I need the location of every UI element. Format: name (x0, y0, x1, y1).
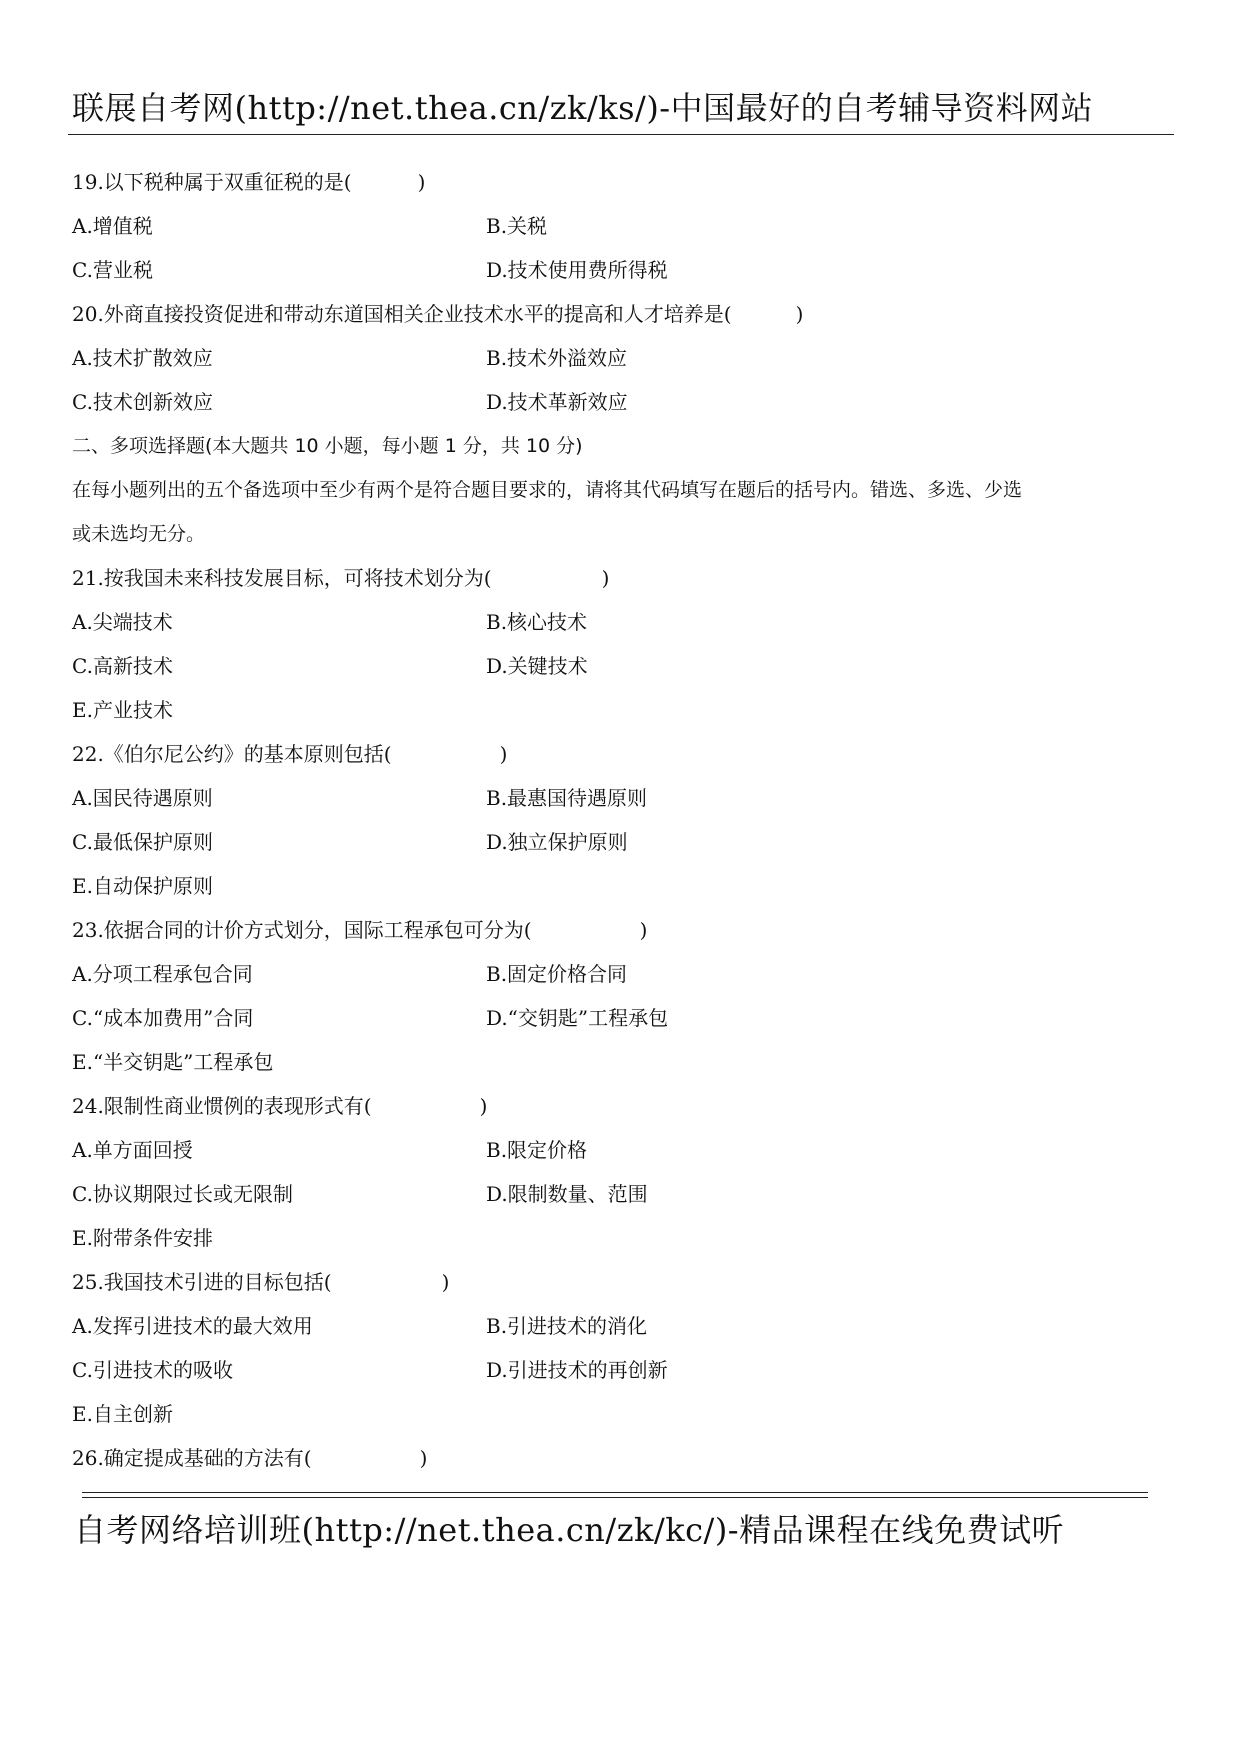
option-a: A.发挥引进技术的最大效用 (72, 1314, 313, 1338)
option-row (72, 952, 1182, 996)
question-stem: 23.依据合同的计价方式划分，国际工程承包可分为( (72, 918, 532, 942)
question-25 (72, 1260, 1182, 1304)
question-stem: 19.以下税种属于双重征税的是( (72, 170, 352, 194)
header-divider (68, 134, 1174, 135)
option-row (72, 1392, 1182, 1436)
option-row (72, 688, 1182, 732)
option-row (72, 204, 1182, 248)
option-b: B.引进技术的消化 (486, 1314, 648, 1338)
option-c: C.最低保护原则 (72, 830, 213, 854)
option-d: D.技术革新效应 (486, 390, 628, 414)
option-row (72, 1040, 1182, 1084)
option-a: A.分项工程承包合同 (72, 962, 253, 986)
option-c: C.协议期限过长或无限制 (72, 1182, 293, 1206)
option-b: B.固定价格合同 (486, 962, 628, 986)
option-a: A.单方面回授 (72, 1138, 193, 1162)
answer-paren-close: ) (795, 302, 804, 326)
option-c: C.营业税 (72, 258, 153, 282)
option-a: A.国民待遇原则 (72, 786, 213, 810)
option-row (72, 248, 1182, 292)
option-row (72, 1216, 1182, 1260)
option-a: A.技术扩散效应 (72, 346, 213, 370)
option-d: D.引进技术的再创新 (486, 1358, 668, 1382)
answer-paren-close: ) (441, 1270, 450, 1294)
question-19 (72, 160, 1182, 204)
footer-title: 自考网络培训班(http://net.thea.cn/zk/kc/)-精品课程在线免费试听 (74, 1511, 1065, 1549)
option-row (72, 1348, 1182, 1392)
answer-paren-close: ) (601, 566, 610, 590)
question-23 (72, 908, 1182, 952)
option-e: E.“半交钥匙”工程承包 (72, 1050, 274, 1074)
question-stem: 24.限制性商业惯例的表现形式有( (72, 1094, 372, 1118)
option-e: E.附带条件安排 (72, 1226, 213, 1250)
option-b: B.核心技术 (486, 610, 588, 634)
option-d: D.技术使用费所得税 (486, 258, 668, 282)
option-b: B.最惠国待遇原则 (486, 786, 648, 810)
option-row (72, 600, 1182, 644)
question-stem: 26.确定提成基础的方法有( (72, 1446, 312, 1470)
answer-paren-close: ) (639, 918, 648, 942)
option-row (72, 1304, 1182, 1348)
section-instruction: 在每小题列出的五个备选项中至少有两个是符合题目要求的，请将其代码填写在题后的括号内。错选、多选、少选 (72, 479, 1023, 501)
question-20 (72, 292, 1182, 336)
answer-paren-close: ) (499, 742, 508, 766)
question-stem: 25.我国技术引进的目标包括( (72, 1270, 332, 1294)
option-e: E.自主创新 (72, 1402, 173, 1426)
option-row (72, 864, 1182, 908)
option-d: D.关键技术 (486, 654, 588, 678)
answer-paren-close: ) (417, 170, 426, 194)
question-stem: 20.外商直接投资促进和带动东道国相关企业技术水平的提高和人才培养是( (72, 302, 732, 326)
question-22 (72, 732, 1182, 776)
option-c: C.技术创新效应 (72, 390, 213, 414)
header-title: 联展自考网(http://net.thea.cn/zk/ks/)-中国最好的自考辅导资料网站 (72, 89, 1094, 127)
answer-paren-close: ) (479, 1094, 488, 1118)
option-d: D.限制数量、范围 (486, 1182, 648, 1206)
option-a: A.尖端技术 (72, 610, 173, 634)
option-c: C.引进技术的吸收 (72, 1358, 233, 1382)
option-d: D.“交钥匙”工程承包 (486, 1006, 669, 1030)
question-24 (72, 1084, 1182, 1128)
option-row (72, 996, 1182, 1040)
option-row (72, 820, 1182, 864)
footer-divider (82, 1492, 1148, 1498)
section-heading: 二、多项选择题(本大题共 10 小题，每小题 1 分，共 10 分) (72, 435, 583, 457)
answer-paren-close: ) (419, 1446, 428, 1470)
option-a: A.增值税 (72, 214, 153, 238)
option-row (72, 336, 1182, 380)
option-row (72, 380, 1182, 424)
option-b: B.关税 (486, 214, 548, 238)
section-instruction-cont: 或未选均无分。 (72, 523, 206, 545)
option-e: E.产业技术 (72, 698, 173, 722)
option-b: B.限定价格 (486, 1138, 588, 1162)
option-e: E.自动保护原则 (72, 874, 213, 898)
question-stem: 22.《伯尔尼公约》的基本原则包括( (72, 742, 392, 766)
option-row (72, 1128, 1182, 1172)
question-26 (72, 1436, 1182, 1480)
option-row (72, 1172, 1182, 1216)
option-c: C.高新技术 (72, 654, 173, 678)
question-stem: 21.按我国未来科技发展目标，可将技术划分为( (72, 566, 492, 590)
question-21 (72, 556, 1182, 600)
exam-content (72, 160, 1182, 1480)
option-row (72, 644, 1182, 688)
option-b: B.技术外溢效应 (486, 346, 628, 370)
option-c: C.“成本加费用”合同 (72, 1006, 254, 1030)
option-d: D.独立保护原则 (486, 830, 628, 854)
option-row (72, 776, 1182, 820)
